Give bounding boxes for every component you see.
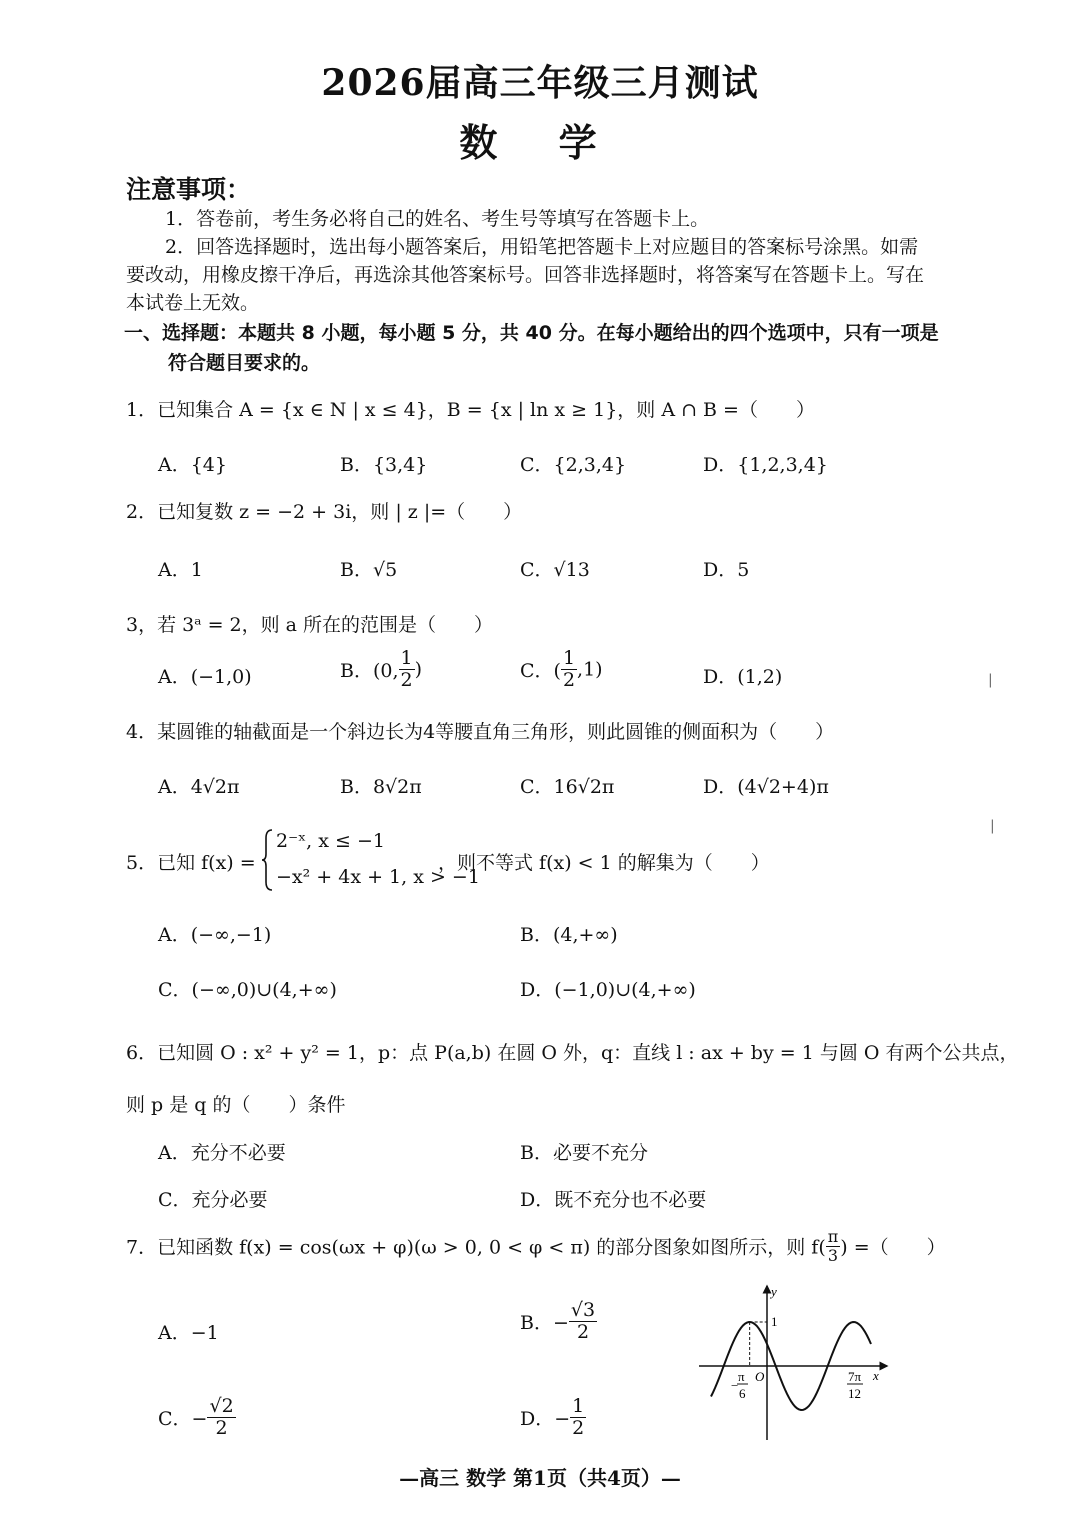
piecewise-brace: [262, 828, 274, 892]
question-3-option-d: D．(1,2): [703, 666, 783, 688]
option-c-tail: ,1): [577, 658, 603, 681]
question-2-option-b: B．√5: [340, 559, 398, 581]
fraction-denominator: 2: [400, 668, 413, 691]
option-c-text: C．−: [158, 1407, 208, 1430]
right-tick-denominator: 12: [848, 1386, 861, 1401]
option-d-text: D．−: [520, 1407, 571, 1430]
scan-mark: |: [990, 818, 995, 834]
left-tick-sign: −: [731, 1378, 739, 1393]
question-7-stem: [126, 1228, 946, 1264]
question-7-option-a: A．−1: [158, 1322, 219, 1344]
question-6-stem-line-2: 则 p 是 q 的（ ）条件: [126, 1094, 346, 1116]
fraction-denominator: 2: [562, 668, 576, 691]
question-7-option-c: [158, 1396, 236, 1439]
question-5-option-b: B．(4,+∞): [520, 924, 618, 946]
fraction-numerator: π: [827, 1227, 839, 1246]
fraction-numerator: 1: [400, 647, 413, 669]
question-6-option-d: D．既不充分也不必要: [520, 1189, 707, 1211]
fraction-denominator: 2: [576, 1320, 590, 1343]
piecewise-case-1: 2⁻ˣ, x ≤ −1: [276, 830, 385, 852]
question-6-option-c: C．充分必要: [158, 1189, 268, 1211]
question-6-option-b: B．必要不充分: [520, 1142, 648, 1164]
question-5-option-d: D．(−1,0)∪(4,+∞): [520, 979, 696, 1001]
question-7-option-b: [520, 1300, 597, 1343]
notice-heading: 注意事项：: [126, 175, 252, 204]
question-7-stem-prefix: 7．已知函数 f(x) = cos(ωx + φ)(ω > 0, 0 < φ < π) 的部分图象如图所示，则 f(: [126, 1236, 826, 1259]
page-footer: —高三 数学 第1页（共4页）—: [399, 1466, 681, 1490]
fraction-denominator: 3: [827, 1245, 839, 1265]
question-6-stem-line-1: 6．已知圆 O : x² + y² = 1，p：点 P(a,b) 在圆 O 外，q：直线 l : ax + by = 1 与圆 O 有两个公共点，: [126, 1042, 1019, 1064]
y-axis-label: y: [771, 1284, 777, 1299]
question-2-option-a: A．1: [158, 559, 203, 581]
question-1-option-a: A．{4}: [158, 454, 227, 476]
question-1-option-d: D．{1,2,3,4}: [703, 454, 828, 476]
question-4-option-c: C．16√2π: [520, 776, 615, 798]
fraction-denominator: 2: [215, 1416, 228, 1439]
right-tick-numerator: 7π: [848, 1369, 862, 1384]
fraction-numerator: √2: [209, 1395, 234, 1417]
notice-item-2-line-1: 2．回答选择题时，选出每小题答案后，用铅笔把答题卡上对应题目的答案标号涂黑。如需: [165, 236, 919, 258]
fraction-numerator: 1: [562, 647, 576, 669]
question-7-option-d: [520, 1396, 586, 1439]
question-5-option-a: A．(−∞,−1): [158, 924, 272, 946]
notice-item-1: 1．答卷前，考生务必将自己的姓名、考生号等填写在答题卡上。: [165, 208, 710, 230]
fraction-one-half: [561, 648, 577, 691]
section-heading-line-2: 符合题目要求的。: [168, 352, 321, 374]
fraction-denominator: 2: [572, 1416, 585, 1439]
option-c-text: C．(: [520, 659, 561, 682]
fraction-one-half: [570, 1396, 586, 1439]
question-7-stem-suffix: ) =（ ）: [840, 1236, 946, 1259]
question-3-option-b: [340, 648, 422, 691]
section-heading-line-1: 一、选择题：本题共 8 小题，每小题 5 分，共 40 分。在每小题给出的四个选项中，只有一项是: [124, 322, 939, 344]
piecewise-case-2: −x² + 4x + 1, x > −1: [276, 866, 480, 888]
question-5-option-c: C．(−∞,0)∪(4,+∞): [158, 979, 337, 1001]
question-4-option-b: B．8√2π: [340, 776, 422, 798]
notice-item-2-line-2: 要改动，用橡皮擦干净后，再选涂其他答案标号。回答非选择题时，将答案写在答题卡上。写在: [126, 264, 925, 286]
question-5-stem-suffix: ，则不等式 f(x) < 1 的解集为（ ）: [438, 852, 770, 874]
origin-label: O: [755, 1369, 765, 1384]
exam-title: 2026届高三年级三月测试: [321, 62, 759, 104]
question-1-option-b: B．{3,4}: [340, 454, 428, 476]
fraction-numerator: √3: [570, 1299, 596, 1321]
x-axis-label: x: [873, 1368, 879, 1383]
question-2-stem: 2．已知复数 z = −2 + 3i，则 | z |=（ ）: [126, 501, 523, 523]
fraction-sqrt2-over-2: [207, 1396, 235, 1439]
question-3-option-c: [520, 648, 603, 691]
left-tick-denominator: 6: [739, 1386, 746, 1401]
scan-mark: |: [988, 672, 993, 688]
left-tick-numerator: π: [738, 1369, 745, 1384]
question-5-stem-prefix: 5．已知 f(x) =: [126, 852, 256, 874]
subject-title: 数 学: [459, 120, 621, 165]
question-6-option-a: A．充分不必要: [158, 1142, 286, 1164]
fraction-one-half: [399, 648, 415, 691]
question-4-option-d: D．(4√2+4)π: [703, 776, 829, 798]
option-b-text: B．−: [520, 1311, 569, 1334]
question-1-option-c: C．{2,3,4}: [520, 454, 627, 476]
question-2-option-d: D．5: [703, 559, 750, 581]
fraction-pi-over-3: [826, 1228, 841, 1264]
y-tick-one: 1: [771, 1314, 778, 1329]
question-3-stem: 3，若 3ᵃ = 2，则 a 所在的范围是（ ）: [126, 614, 494, 636]
question-1-stem: 1．已知集合 A = {x ∈ N | x ≤ 4}，B = {x | ln x ≥ 1}，则 A ∩ B =（ ）: [126, 399, 815, 421]
question-4-stem: 4．某圆锥的轴截面是一个斜边长为4等腰直角三角形，则此圆锥的侧面积为（ ）: [126, 721, 835, 743]
notice-item-2-line-3: 本试卷上无效。: [126, 292, 260, 314]
question-2-option-c: C．√13: [520, 559, 590, 581]
question-3-option-a: A．(−1,0): [158, 666, 252, 688]
question-4-option-a: A．4√2π: [158, 776, 240, 798]
fraction-numerator: 1: [572, 1395, 585, 1417]
function-graph: [695, 1282, 895, 1442]
option-b-tail: ): [414, 658, 423, 681]
fraction-sqrt3-over-2: [569, 1300, 597, 1343]
option-b-text: B．(0,: [340, 659, 399, 682]
